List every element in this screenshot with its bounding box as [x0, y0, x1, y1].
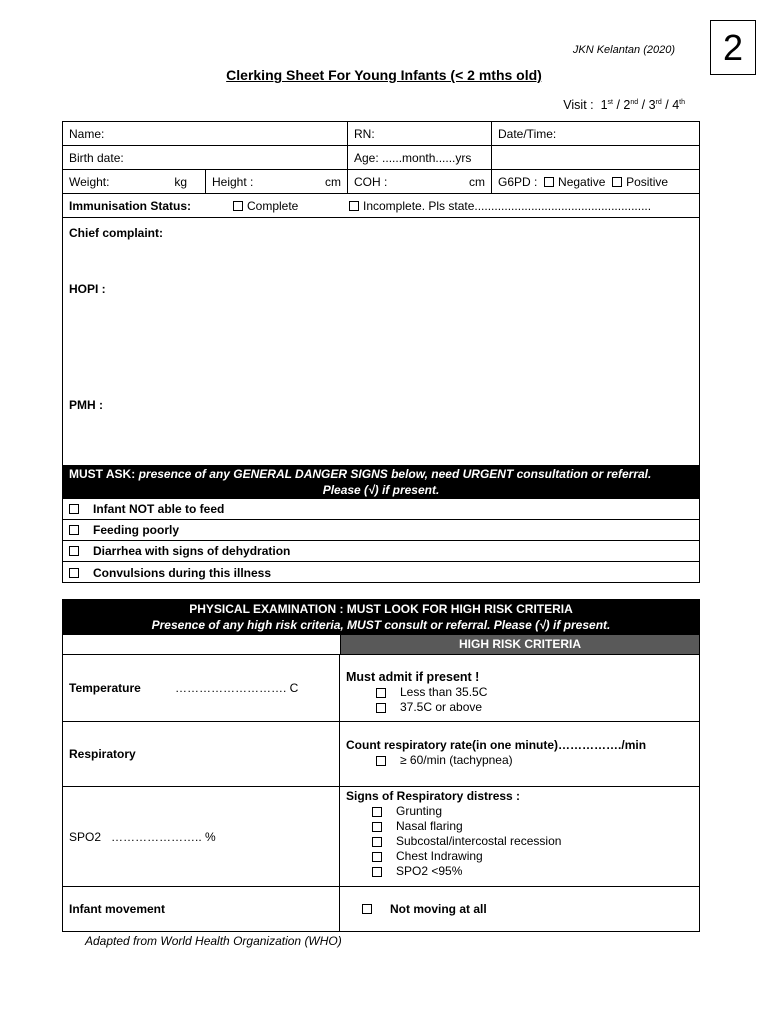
- patient-form: [62, 121, 700, 583]
- visit-option-3[interactable]: 3rd: [648, 98, 662, 112]
- coh-field[interactable]: COH : cm: [348, 170, 492, 193]
- history-area[interactable]: [63, 218, 699, 466]
- infant-movement-label: Infant movement: [63, 887, 340, 931]
- danger-sign-item[interactable]: Diarrhea with signs of dehydration: [63, 541, 699, 562]
- danger-sign-item[interactable]: Convulsions during this illness: [63, 562, 699, 583]
- high-risk-criteria-header: HIGH RISK CRITERIA: [341, 635, 699, 654]
- hopi-label: HOPI :: [69, 282, 106, 296]
- exam-header: PHYSICAL EXAMINATION : MUST LOOK FOR HIGH RISK CRITERIA Presence of any high risk criteria, MUST consult or referral. Please (√) if present.: [63, 600, 699, 635]
- visit-option-2[interactable]: 2nd: [623, 98, 639, 112]
- danger-sign-item[interactable]: Feeding poorly: [63, 520, 699, 541]
- rn-field[interactable]: RN:: [348, 122, 492, 145]
- blank-cell: [492, 146, 699, 169]
- respiratory-label: Respiratory: [63, 722, 340, 786]
- g6pd-negative-checkbox[interactable]: Negative: [544, 175, 605, 189]
- visit-option-1[interactable]: 1st: [600, 98, 613, 112]
- visit-label: Visit :: [563, 98, 594, 112]
- visit-option-4[interactable]: 4th: [672, 98, 685, 112]
- tachypnea-checkbox[interactable]: ≥ 60/min (tachypnea): [346, 753, 693, 767]
- footer-note: Adapted from World Health Organization (WHO): [85, 934, 342, 948]
- exam-form: PHYSICAL EXAMINATION : MUST LOOK FOR HIGH RISK CRITERIA Presence of any high risk criteria, MUST consult or referral. Please (√) if present. HIGH RISK CRITERIA Temperature ………………………. C Must admit if present ! Less than 35.5C 37.5C or above Respiratory Count respiratory rate(in one minute)……………./min ≥ 60/min (tachypnea) SPO2 ………………….. % Signs of Respiratory distress : Grunting Nasal flaring Subcostal/intercostal recession Chest Indrawing SPO2 <95% Infant movement Not moving at all: [62, 599, 700, 932]
- chief-complaint-label: Chief complaint:: [69, 226, 164, 240]
- name-field[interactable]: Name:: [63, 122, 348, 145]
- page-title: Clerking Sheet For Young Infants (< 2 mths old): [226, 67, 542, 83]
- immunisation-row: Immunisation Status: Complete Incomplete. Pls state.....................................................: [69, 198, 652, 213]
- birth-date-field[interactable]: Birth date:: [63, 146, 348, 169]
- visit-selector: Visit : 1st / 2nd / 3rd / 4th: [563, 98, 685, 112]
- immunisation-incomplete-checkbox[interactable]: Incomplete. Pls state.....................................................: [349, 199, 651, 213]
- temp-low-checkbox[interactable]: Less than 35.5C: [346, 685, 693, 699]
- danger-sign-item[interactable]: Infant NOT able to feed: [63, 499, 699, 520]
- age-field[interactable]: Age: ......month......yrs: [348, 146, 492, 169]
- spo2-low-checkbox[interactable]: SPO2 <95%: [346, 864, 693, 878]
- not-moving-checkbox[interactable]: Not moving at all: [340, 887, 699, 931]
- immunisation-complete-checkbox[interactable]: Complete: [233, 199, 349, 213]
- grunting-checkbox[interactable]: Grunting: [346, 804, 693, 818]
- height-field[interactable]: Height : cm: [206, 170, 348, 193]
- danger-signs-header: MUST ASK: presence of any GENERAL DANGER SIGNS below, need URGENT consultation or referral. Please (√) if present.: [63, 466, 699, 499]
- header-note: JKN Kelantan (2020): [572, 44, 675, 56]
- page-number: 2: [710, 20, 756, 75]
- date-time-field[interactable]: Date/Time:: [498, 126, 557, 141]
- weight-field[interactable]: Weight: kg: [63, 170, 206, 193]
- nasal-flaring-checkbox[interactable]: Nasal flaring: [346, 819, 693, 833]
- chest-indrawing-checkbox[interactable]: Chest Indrawing: [346, 849, 693, 863]
- pmh-label: PMH :: [69, 398, 103, 412]
- temperature-field[interactable]: Temperature ………………………. C: [63, 655, 340, 721]
- recession-checkbox[interactable]: Subcostal/intercostal recession: [346, 834, 693, 848]
- g6pd-positive-checkbox[interactable]: Positive: [612, 175, 668, 189]
- temp-high-checkbox[interactable]: 37.5C or above: [346, 700, 693, 714]
- g6pd-field: G6PD : Negative Positive: [498, 174, 669, 189]
- spo2-field[interactable]: SPO2 ………………….. %: [63, 787, 340, 886]
